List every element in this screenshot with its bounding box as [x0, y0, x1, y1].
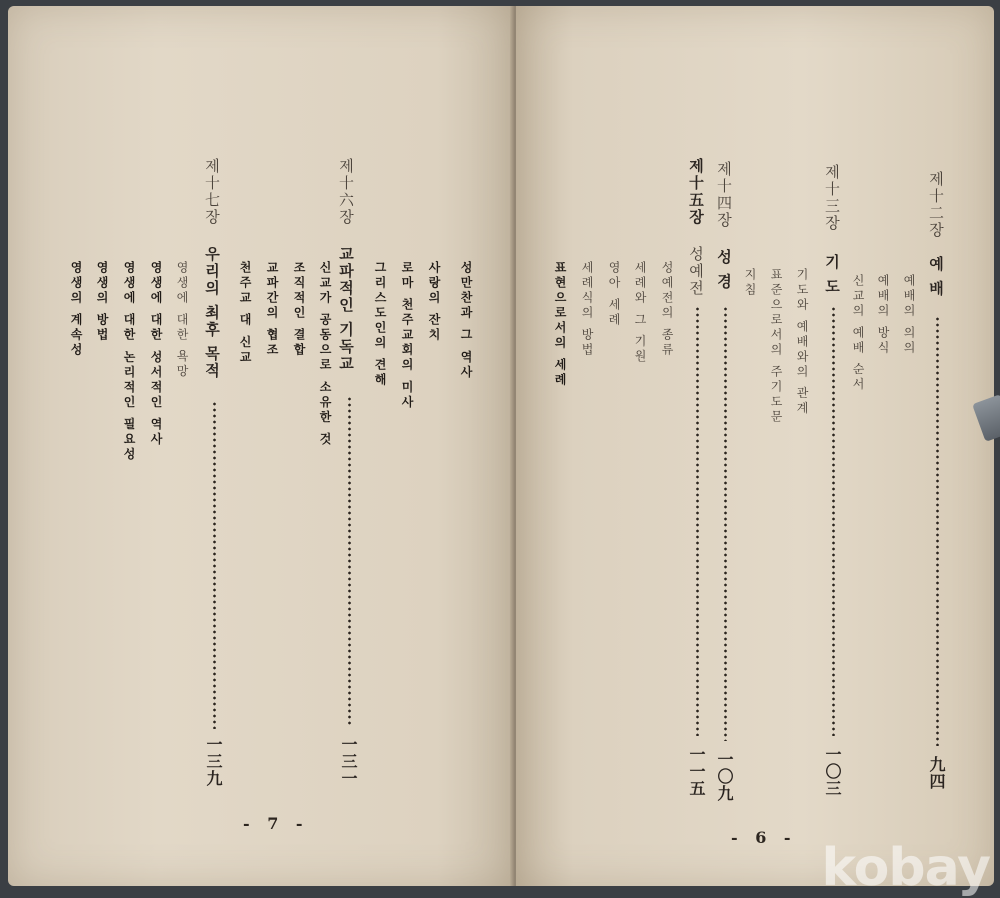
toc-item: 기도와 예배와의 관계 — [795, 268, 809, 417]
page-ref: 一〇九 — [715, 751, 734, 802]
toc-item: 성예전의 종류 — [660, 261, 674, 358]
right-page — [516, 6, 994, 886]
open-book — [8, 6, 994, 886]
page-number: - 6 - — [731, 828, 797, 847]
left-page — [8, 6, 513, 886]
chapter-title: 우리의 최후 목적 — [203, 246, 221, 380]
toc-item: 표준으로서의 주기도문 — [769, 268, 783, 425]
chapter-label: 제十二장 — [927, 171, 945, 239]
chapter-title: 교파적인 기독교 — [337, 246, 355, 373]
leader-dots — [696, 306, 699, 736]
chapter-label: 제十四장 — [715, 161, 733, 229]
toc-item: 영생에 대한 논리적인 필요성 — [122, 261, 136, 463]
toc-item: 세례와 그 기원 — [633, 261, 647, 365]
page-ref: 一一五 — [687, 746, 706, 797]
toc-item: 영아 세례 — [607, 261, 621, 328]
toc-item: 지침 — [743, 268, 757, 298]
page-ref: 一三一 — [339, 736, 358, 787]
chapter-label: 제十六장 — [337, 158, 355, 226]
page-ref: 一三九 — [204, 736, 223, 787]
toc-item: 예배의 의의 — [902, 274, 916, 356]
leader-dots — [936, 316, 939, 746]
page-ref: 一〇三 — [823, 746, 842, 797]
chapter-title: 성예전 — [687, 246, 705, 297]
toc-item: 사랑의 잔치 — [427, 261, 441, 344]
toc-item: 로마 천주교회의 미사 — [400, 261, 414, 411]
toc-item: 표현으로서의 세례 — [553, 261, 567, 389]
toc-item: 세례식의 방법 — [580, 261, 594, 358]
toc-item: 성만찬과 그 역사 — [459, 261, 473, 381]
chapter-label: 제十五장 — [687, 158, 705, 226]
toc-item: 영생에 대한 성서적인 역사 — [149, 261, 163, 448]
chapter-label: 제十三장 — [823, 164, 841, 232]
toc-item: 신교가 공동으로 소유한 것 — [318, 261, 332, 448]
page-number: - 7 - — [243, 814, 309, 833]
toc-item: 예배의 방식 — [876, 274, 890, 356]
chapter-title: 예 배 — [927, 256, 945, 298]
toc-item: 신교의 예배 순서 — [851, 274, 865, 393]
toc-item: 영생의 계속성 — [69, 261, 83, 359]
chapter-label: 제十七장 — [203, 158, 221, 226]
toc-item: 영생의 방법 — [95, 261, 109, 344]
leader-dots — [832, 306, 835, 736]
page-ref: 九四 — [927, 756, 946, 790]
toc-item: 조직적인 결합 — [292, 261, 306, 359]
toc-item: 영생에 대한 욕망 — [175, 261, 189, 380]
watermark-logo: kobay — [821, 838, 990, 898]
leader-dots — [724, 306, 727, 741]
chapter-title: 성 경 — [715, 249, 733, 291]
toc-item: 그리스도인의 견해 — [373, 261, 387, 389]
leader-dots — [348, 396, 351, 726]
toc-item: 천주교 대 신교 — [238, 261, 252, 366]
chapter-title: 기 도 — [823, 254, 841, 296]
toc-item: 교파간의 협조 — [265, 261, 279, 359]
leader-dots — [213, 401, 216, 729]
